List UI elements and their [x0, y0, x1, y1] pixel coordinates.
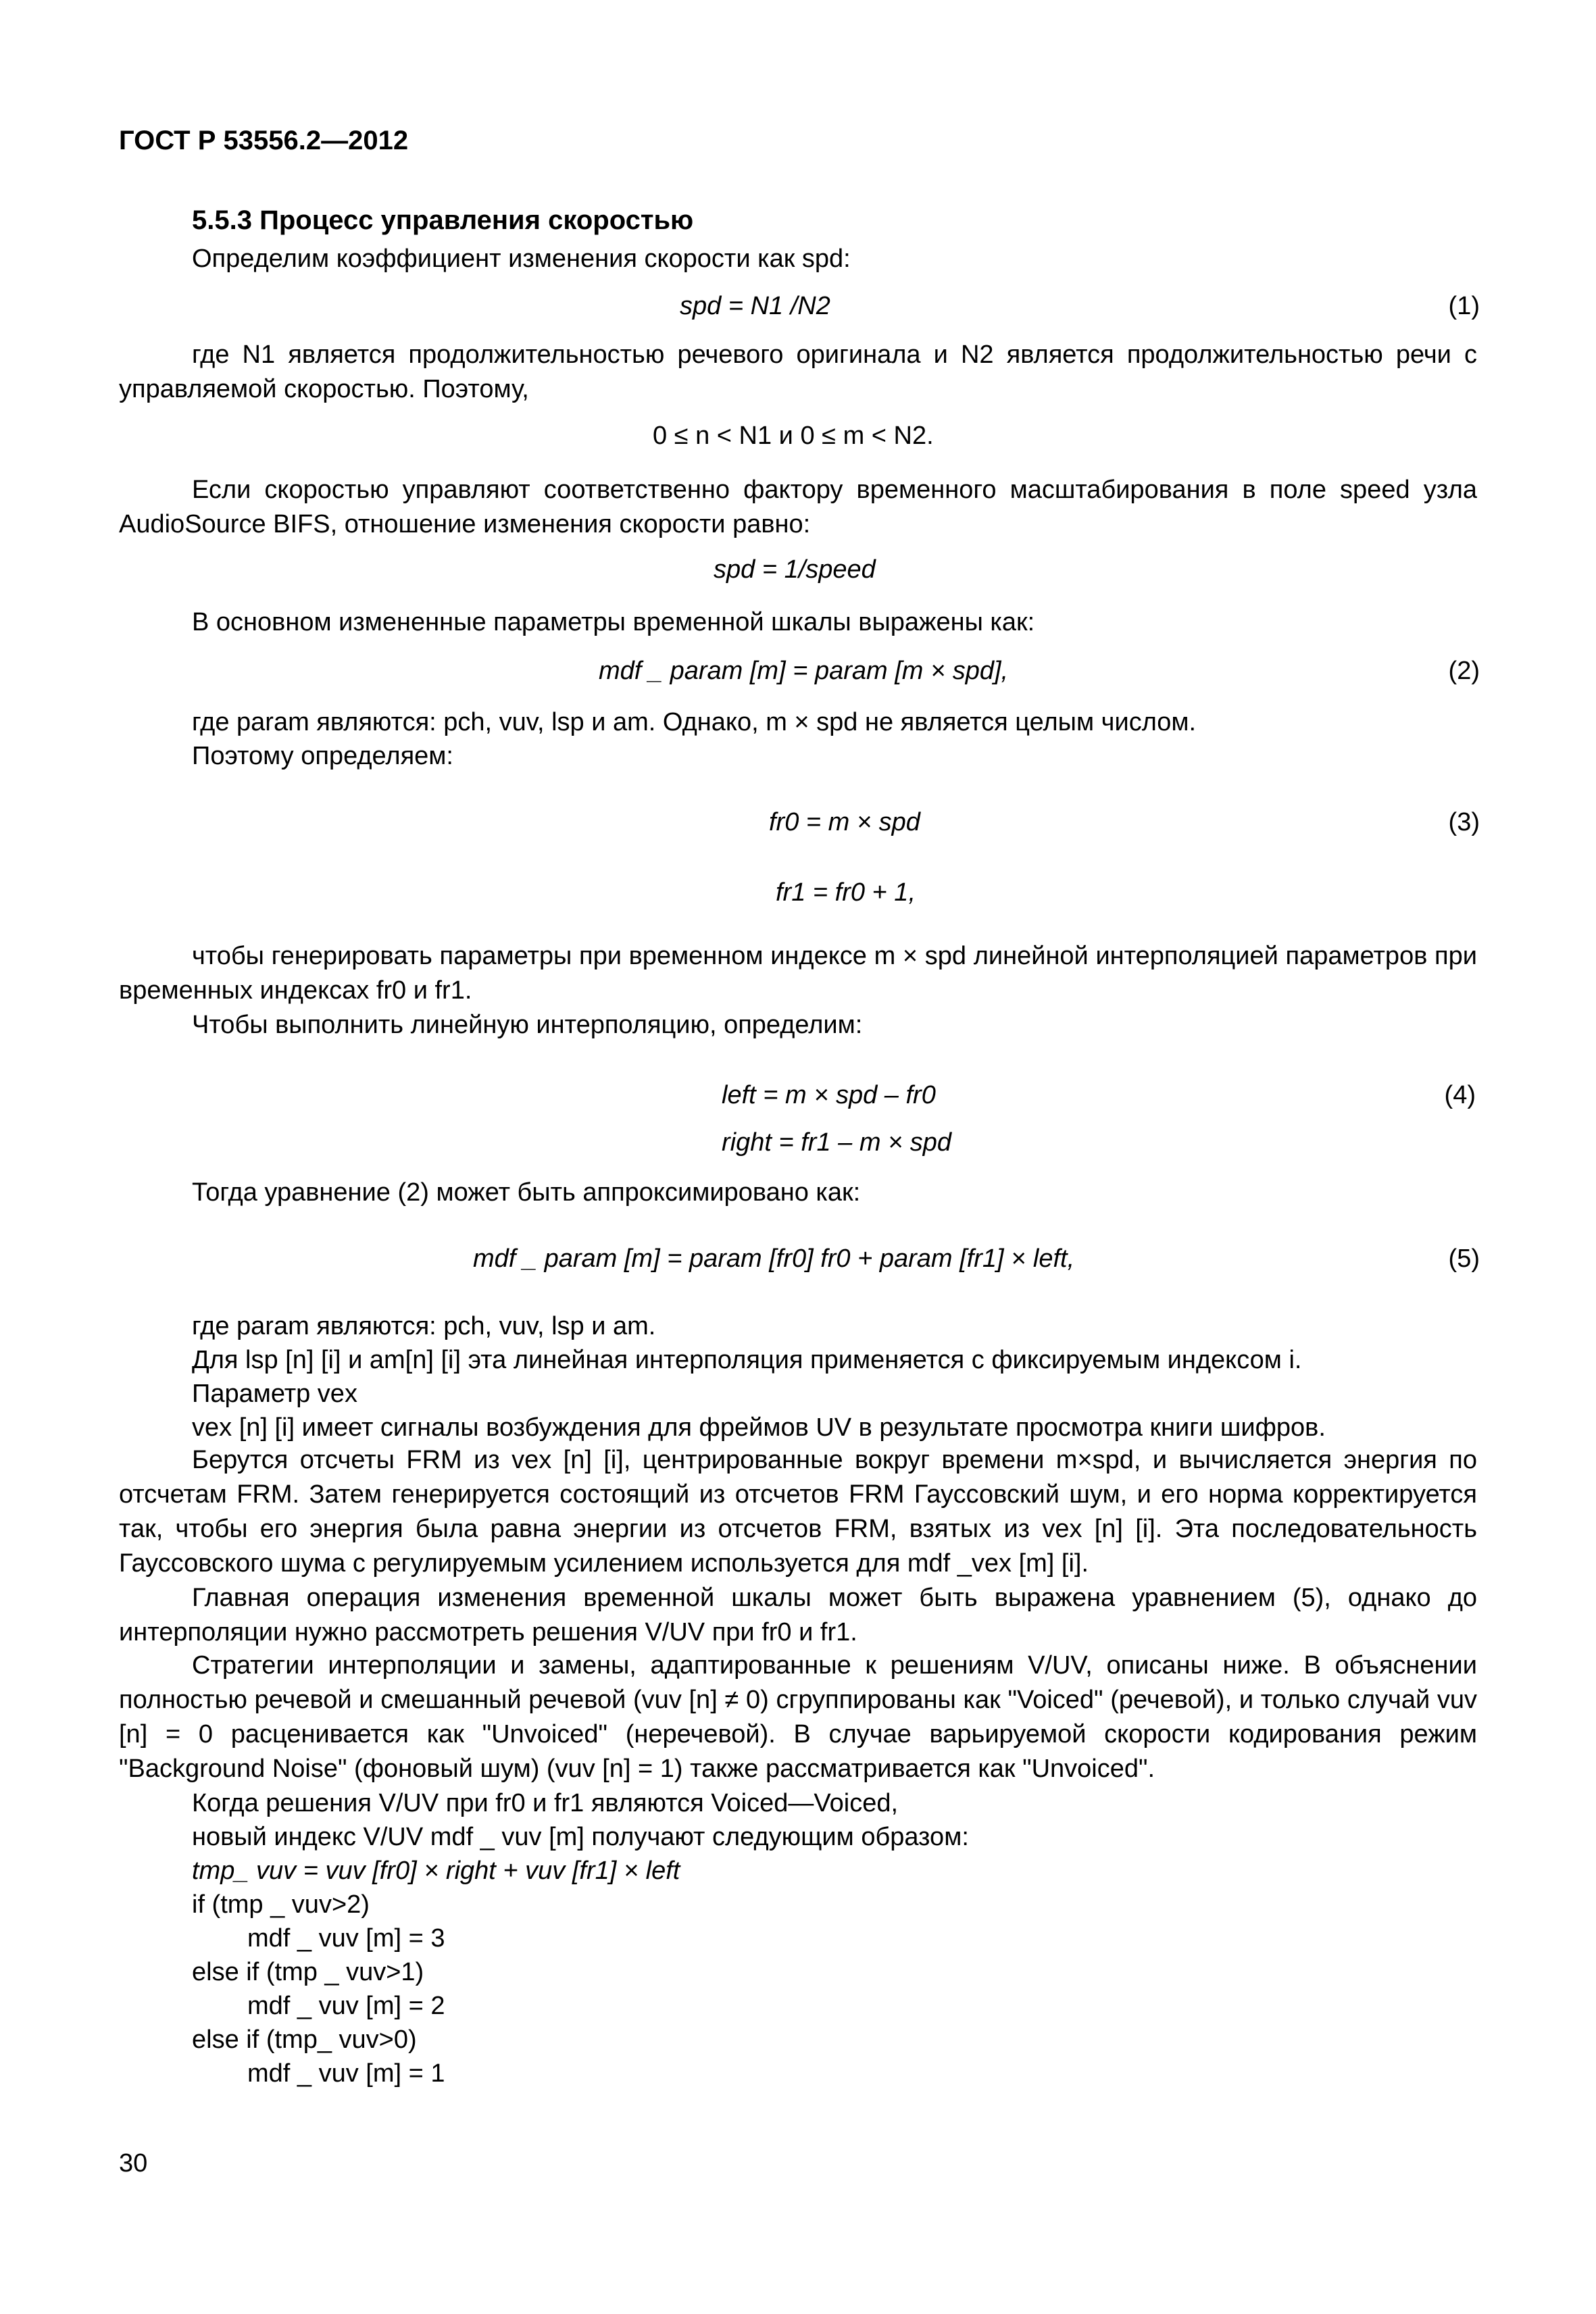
text-line: где param являются: pch, vuv, lsp и am. Однако, m × spd не является целым числом. — [192, 708, 1197, 736]
paragraph: Берутся отсчеты FRM из vex [n] [i], центрированные вокруг времени m×spd, и вычисляется энергия по отсчетам FRM. Затем генерируется состоящий из отсчетов FRM Гауссовский шум, и его норма корректируется так, чтобы его энергия была равна энергии из отсчетов FRM, взятых из vex [n] [i]. Эта последовательность Гауссовского шума с регулируемым усилением используется для mdf _vex [m] [i]. — [119, 1446, 1477, 1578]
section-title: 5.5.3 Процесс управления скоростью — [192, 205, 694, 235]
code-line: mdf _ vuv [m] = 2 — [247, 1992, 445, 2020]
equation-3b: fr1 = fr0 + 1, — [776, 878, 916, 907]
equation-2: mdf _ param [m] = param [m × spd], — [599, 657, 1009, 685]
text-line: Чтобы выполнить линейную интерполяцию, определим: — [192, 1011, 863, 1039]
code-line: if (tmp _ vuv>2) — [192, 1890, 370, 1919]
text-line: Поэтому определяем: — [192, 742, 453, 770]
equation-number-2: (2) — [1448, 657, 1480, 685]
paragraph: Главная операция изменения временной шкалы может быть выражена уравнением (5), однако до интерполяции нужно рассмотреть решения V/UV при fr0 и fr1. — [119, 1584, 1477, 1646]
code-line: tmp_ vuv = vuv [fr0] × right + vuv [fr1] × left — [192, 1857, 680, 1885]
equation-4a: left = m × spd – fr0 — [722, 1081, 936, 1109]
document-header: ГОСТ Р 53556.2—2012 — [119, 126, 409, 155]
equation-speed: spd = 1/speed — [714, 555, 876, 584]
text-line: vex [n] [i] имеет сигналы возбуждения для фреймов UV в результате просмотра книги шифров. — [192, 1413, 1326, 1442]
text-line: Для lsp [n] [i] и am[n] [i] эта линейная интерполяция применяется с фиксируемым индексом i. — [192, 1346, 1302, 1374]
paragraph: где N1 является продолжительностью речевого оригинала и N2 является продолжительностью речи с управляемой скоростью. Поэтому, — [119, 341, 1477, 403]
equation-3a: fr0 = m × spd — [769, 808, 920, 836]
code-line: else if (tmp_ vuv>0) — [192, 2026, 417, 2054]
inequality: 0 ≤ n < N1 и 0 ≤ m < N2. — [653, 422, 934, 450]
equation-5: mdf _ param [m] = param [fr0] fr0 + param [fr1] × left, — [473, 1244, 1075, 1273]
equation-number-1: (1) — [1448, 292, 1480, 320]
code-line: else if (tmp _ vuv>1) — [192, 1958, 424, 1986]
code-line: mdf _ vuv [m] = 1 — [247, 2059, 445, 2088]
paragraph: Если скоростью управляют соответственно фактору временного масштабирования в поле speed узла AudioSource BIFS, отношение изменения скорости равно: — [119, 476, 1477, 538]
equation-number-3: (3) — [1448, 808, 1480, 836]
page-number: 30 — [119, 2149, 148, 2178]
text-line: где param являются: pch, vuv, lsp и am. — [192, 1312, 656, 1340]
equation-number-5: (5) — [1448, 1244, 1480, 1273]
text-line: Определим коэффициент изменения скорости как spd: — [192, 245, 851, 273]
text-line: новый индекс V/UV mdf _ vuv [m] получают следующим образом: — [192, 1823, 969, 1851]
equation-4b: right = fr1 – m × spd — [722, 1128, 952, 1157]
equation-number-4: (4) — [1444, 1081, 1476, 1109]
code-line: mdf _ vuv [m] = 3 — [247, 1924, 445, 1953]
paragraph: Стратегии интерполяции и замены, адаптированные к решениям V/UV, описаны ниже. В объяснении полностью речевой и смешанный речевой (vuv [n] ≠ 0) сгруппированы как "Voiced" (речевой), и только случай vuv [n] = 0 расценивается как "Unvoiced" (неречевой). В случае варьируемой скорости кодирования режим "Background Noise" (фоновый шум) (vuv [n] = 1) также рассматривается как "Unvoiced". — [119, 1651, 1477, 1783]
equation-1: spd = N1 /N2 — [680, 292, 830, 320]
paragraph: чтобы генерировать параметры при временном индексе m × spd линейной интерполяцией параметров при временных индексах fr0 и fr1. — [119, 942, 1477, 1005]
text-line: В основном измененные параметры временной шкалы выражены как: — [192, 608, 1035, 636]
text-line: Тогда уравнение (2) может быть аппроксимировано как: — [192, 1178, 861, 1207]
text-line: Когда решения V/UV при fr0 и fr1 являются Voiced—Voiced, — [192, 1789, 899, 1817]
text-line: Параметр vex — [192, 1380, 357, 1408]
